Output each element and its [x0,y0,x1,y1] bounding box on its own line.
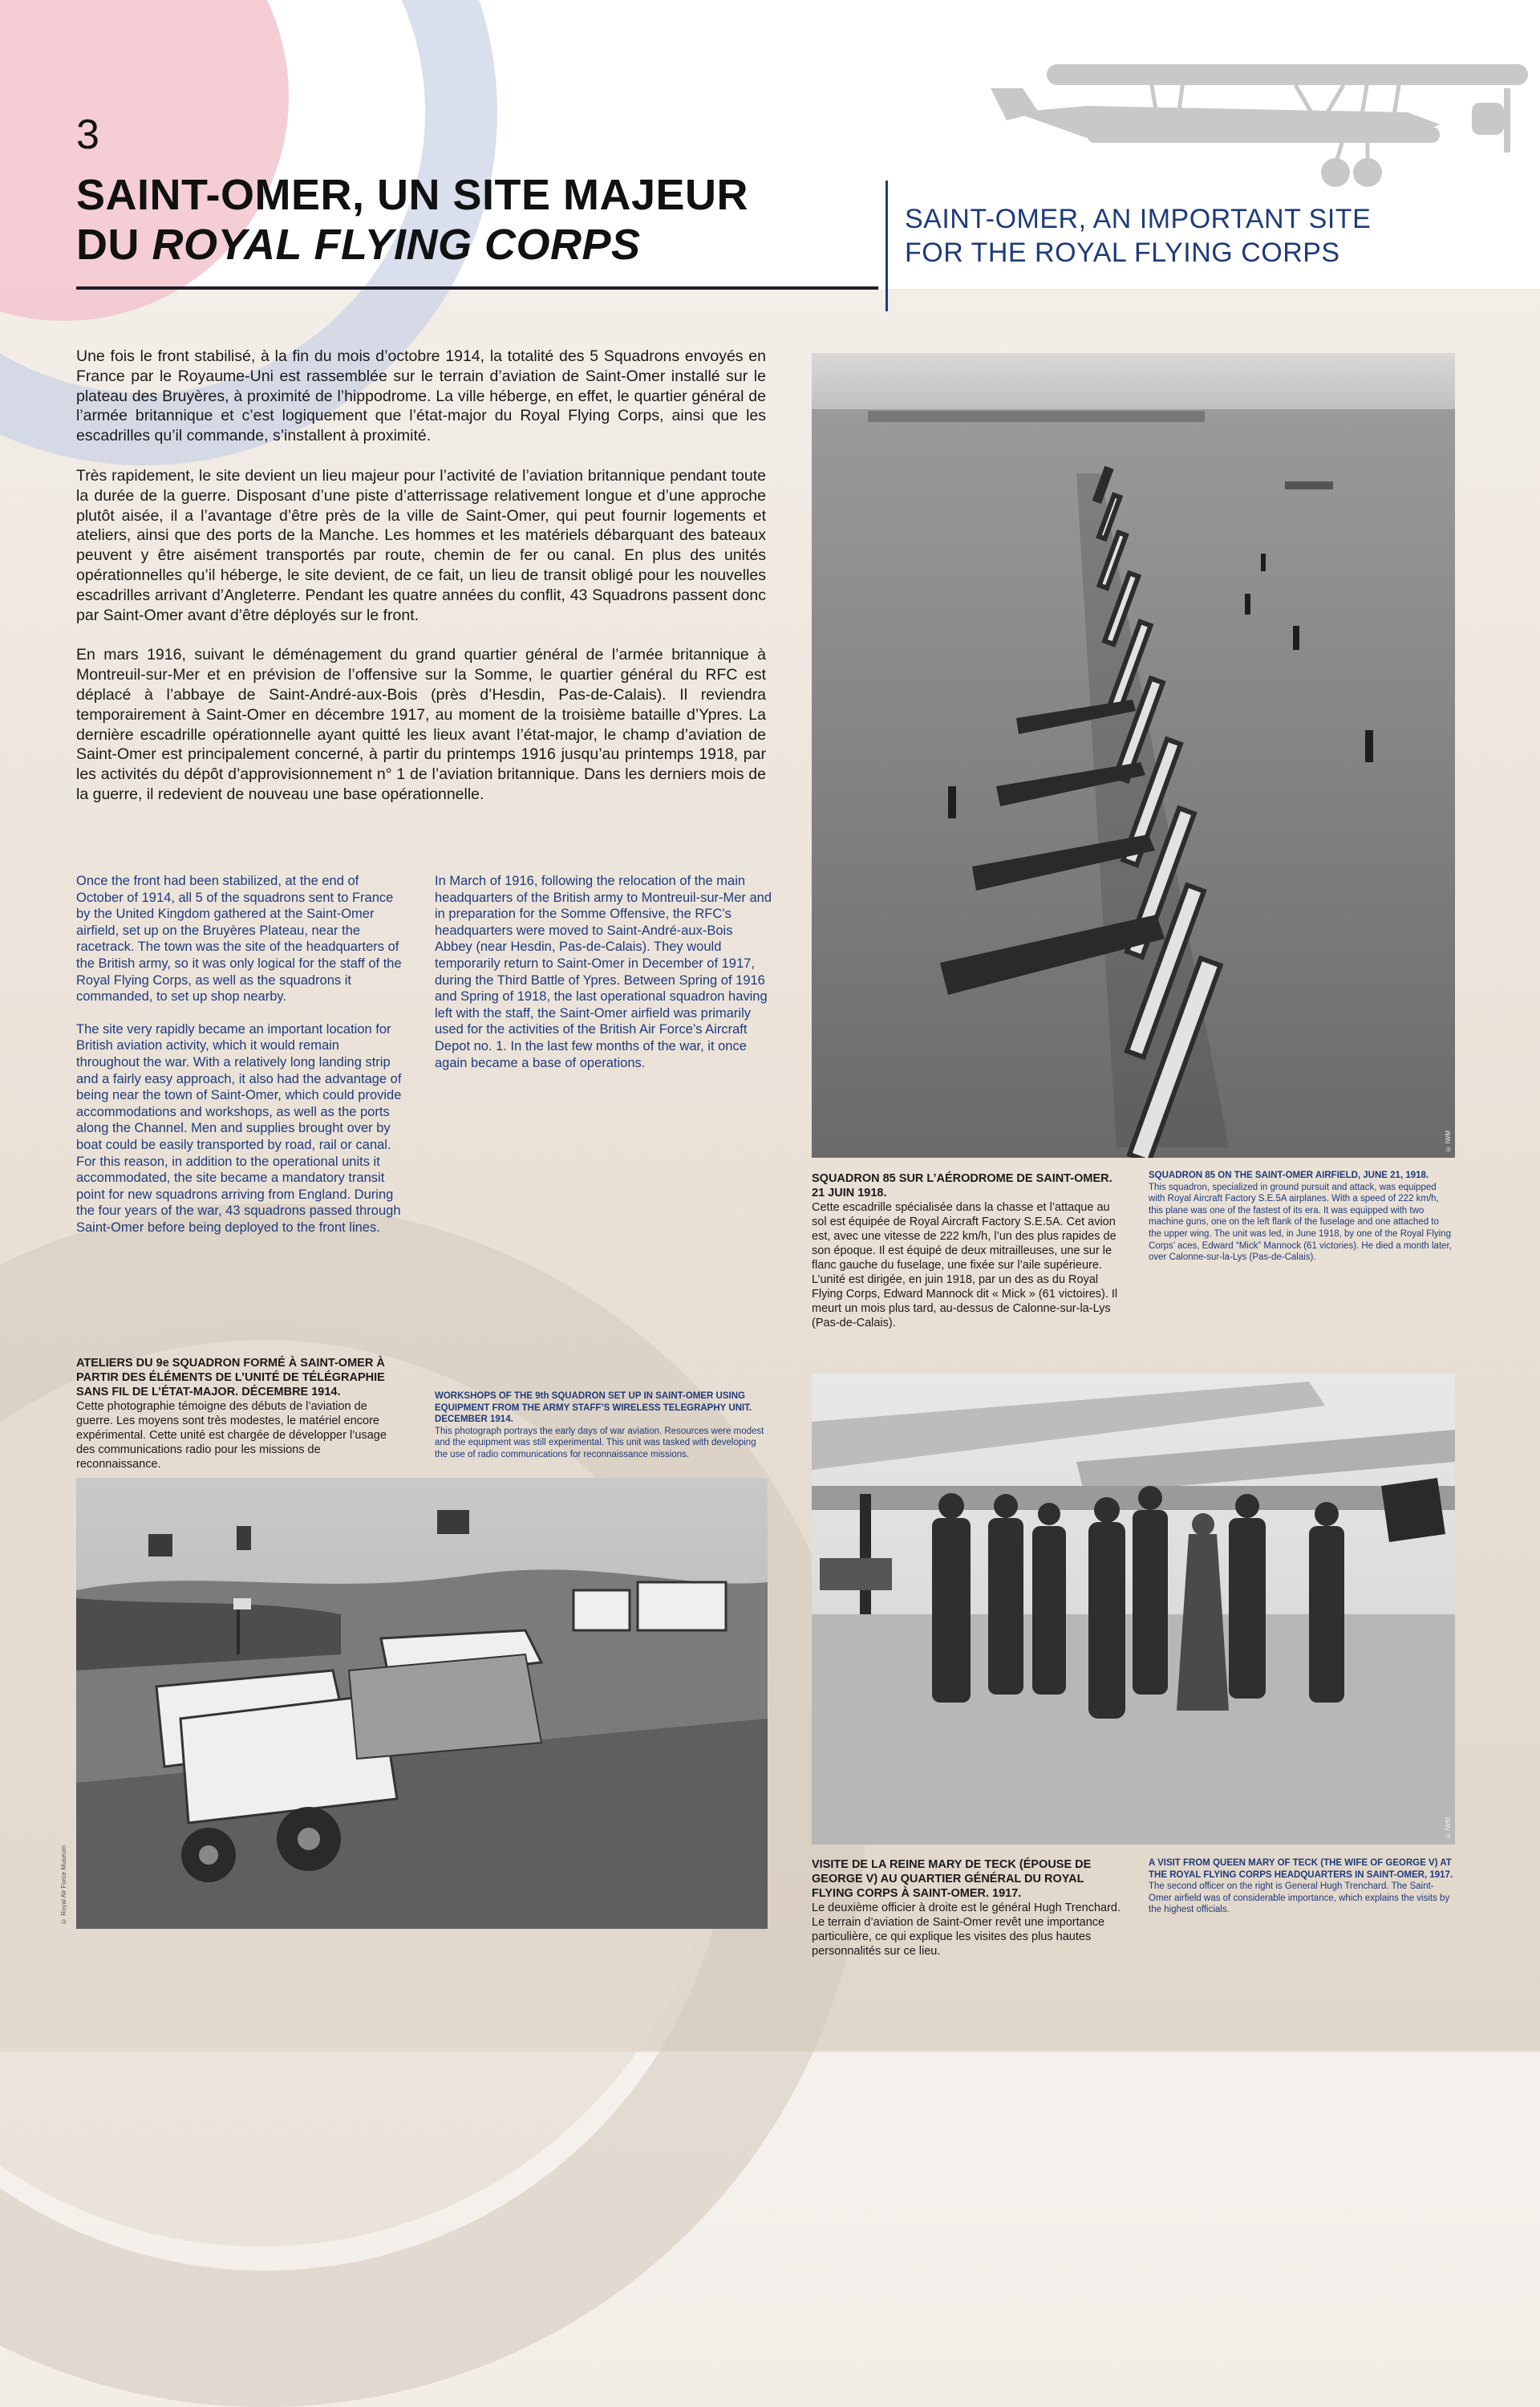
caption-photo2-fr-body: Cette photographie témoigne des débuts de l’aviation de guerre. Les moyens sont très modestes, le matériel encore expérimental. Cette unité est chargée de développer l’usage des communications radio pour les missions de reconnaissance. [76,1400,387,1471]
paragraph-fr-1: Une fois le front stabilisé, à la fin du mois d’octobre 1914, la totalité des 5 Squadrons envoyés en France par le Royaume-Uni est rassemblée sur le terrain d’aviation de Saint-Omer installé sur le plateau des Bruyères, à proximité de l’hippodrome. La ville héberge, en effet, le quartier général de l’armée britannique et c’est logiquement que l’état-major du Royal Flying Corps, ainsi que les escadrilles qu’il commande, s’installent à proximité. [76,347,766,445]
body-text-en-column1 [76,873,405,1252]
body-text-en-column2 [435,873,772,1087]
title-en-line2: FOR THE ROYAL FLYING CORPS [905,237,1340,268]
title-fr-line1: SAINT-OMER, UN SITE MAJEUR [76,171,749,219]
paragraph-fr-2: Très rapidement, le site devient un lieu majeur pour l’activité de l’aviation britannique pendant toute la durée de la guerre. Disposant d’une piste d’atterrissage relativement longue et d’une approche plutôt aisée, il a l’avantage d’être près de la ville de Saint-Omer, qui peut fournir logements et ateliers, ainsi que des ports de la Manche. Les hommes et les matériels débarquant des bateaux peuvent y être aisément transportés par route, chemin de fer ou canal. En plus des unités opérationnelles qu’il héberge, le site devient, de ce fait, un lieu de transit obligé pour les nouvelles escadrilles arrivant d’Angleterre. Pendant les quatre années du conflit, 43 Squadrons passent donc par Saint-Omer avant d’être déployés sur le front. [76,466,766,624]
caption-photo3-en [1149,1857,1453,1916]
caption-photo1-fr-body: Cette escadrille spécialisée dans la chasse et l’attaque au sol est équipée de Royal Aircraft Factory S.E.5A. Cet avion est, avec une vitesse de 222 km/h, l’un des plus rapides de son époque. Il est équipé de deux mitrailleuses, une sur le flanc gauche du fuselage, une fixée sur l’aile supérieure. L’unité est dirigée, en juin 1918, par un des as du Royal Flying Corps, Edward Mannock dit « Mick » (61 victoires). Il meurt un mois plus tard, au-dessus de Calonne-sur-la-Lys (Pas-de-Calais). [812,1201,1118,1329]
caption-photo2-en [435,1390,768,1461]
caption-photo3-fr-title: VISITE DE LA REINE MARY DE TECK (ÉPOUSE DE GEORGE V) AU QUARTIER GÉNÉRAL DU ROYAL FLYING CORPS À SAINT-OMER. 1917. [812,1858,1092,1900]
photo-squadron-85-airfield [812,353,1455,1158]
panel-number: 3 [76,112,99,158]
title-fr-line2 [76,220,878,270]
paragraph-en-2: The site very rapidly became an important location for British aviation activity, which it would remain throughout the war. With a relatively long landing strip and a fairly easy approach, it also had the advantage of being near the town of Saint-Omer, which could provide accommodations and workshops, as well as the ports along the Channel. Men and supplies brought over by boat could be easily transported by road, rail or canal. For this reason, in addition to the operational units it accommodated, the site became a mandatory transit point for new squadrons arriving from England. During the four years of the war, 43 squadrons passed through Saint-Omer before being deployed to the front lines. [76,1021,402,1235]
title-separator [886,181,888,311]
caption-photo3-en-title: A VISIT FROM QUEEN MARY OF TECK (THE WIFE OF GEORGE V) AT THE ROYAL FLYING CORPS HEADQUARTERS IN SAINT-OMER, 1917. [1149,1858,1453,1880]
paragraph-fr-3: En mars 1916, suivant le déménagement du grand quartier général de l’armée britannique à Montreuil-sur-Mer et en prévision de l’offensive sur la Somme, le quartier général du RFC est déplacé à l’abbaye de Saint-André-aux-Bois (près d’Hesdin, Pas-de-Calais). Il reviendra temporairement à Saint-Omer en décembre 1917, au moment de la troisième bataille d’Ypres. La dernière escadrille opérationnelle ayant quitté les lieux avant l’état-major, le champ d’aviation de Saint-Omer est principalement concerné, à partir du printemps 1916 jusqu’au printemps 1918, par les activités du dépôt d’approvisionnement n° 1 de l’aviation britannique. Dans les derniers mois de la guerre, il redevient de nouveau une base opérationnelle. [76,646,766,803]
photo3-credit: © IWM [1445,1817,1452,1840]
title-fr-line2-plain: DU [76,221,152,269]
biplane-silhouette-icon [991,32,1540,193]
caption-photo1-en [1149,1170,1453,1264]
body-text-fr [76,347,766,825]
caption-photo2-fr-title: ATELIERS DU 9e SQUADRON FORMÉ À SAINT-OMER À PARTIR DES ÉLÉMENTS DE L’UNITÉ DE TÉLÉGRAPHIE SANS FIL DE L’ÉTAT-MAJOR. DÉCEMBRE 1914. [76,1357,385,1398]
photo-9th-squadron-workshops [76,1478,768,1929]
caption-photo3-fr-body: Le deuxième officier à droite est le général Hugh Trenchard. Le terrain d’aviation de Saint-Omer revêt une importance particulière, ce qui explique les visites des plus hautes personnalités sur ce lieu. [812,1902,1121,1958]
caption-photo3-en-body: The second officer on the right is General Hugh Trenchard. The Saint-Omer airfield was of considerable importance, which explains the visits by the highest officials. [1149,1881,1450,1915]
caption-photo2-en-title: WORKSHOPS OF THE 9th SQUADRON SET UP IN SAINT-OMER USING EQUIPMENT FROM THE ARMY STAFF’S WIRELESS TELEGRAPHY UNIT. DECEMBER 1914. [435,1391,752,1425]
photo2-credit: © Royal Air Force Museum [60,1845,67,1925]
paragraph-en-3: In March of 1916, following the relocation of the main headquarters of the British army to Montreuil-sur-Mer and in preparation for the Somme Offensive, the RFC’s headquarters were moved to Saint-André-aux-Bois Abbey (near Hesdin, Pas-de-Calais). They would temporarily return to Saint-Omer in December of 1917, during the Third Battle of Ypres. Between Spring of 1916 and Spring of 1918, the last operational squadron having left with the staff, the Saint-Omer airfield was primarily used for the activities of the British Air Force’s Aircraft Depot no. 1. In the last few months of the war, it once again became a base of operations. [435,874,772,1070]
title-fr-line2-italic: ROYAL FLYING CORPS [152,221,641,269]
caption-photo1-en-body: This squadron, specialized in ground pursuit and attack, was equipped with Royal Aircraft Factory S.E.5A airplanes. With a speed of 222 km/h, this plane was one of the fastest of its era. It was equipped with two machine guns, one on the left flank of the fuselage and one attached to the upper wing. The unit was led, in June 1918, by one of the Royal Flying Corps’ aces, Edward “Mick” Mannock (61 victories). He died a month later, over Calonne-sur-la-Lys (Pas-de-Calais). [1149,1182,1452,1263]
title-divider [76,286,878,290]
caption-photo1-fr [812,1171,1121,1330]
caption-photo1-fr-title: SQUADRON 85 SUR L’AÉRODROME DE SAINT-OMER. 21 JUIN 1918. [812,1172,1112,1199]
title-en-line1: SAINT-OMER, AN IMPORTANT SITE [905,204,1372,234]
photo1-credit: © IWM [1445,1130,1452,1153]
page-title-en [905,202,1482,270]
page-title-fr [76,170,878,270]
caption-photo2-fr [76,1356,389,1471]
paragraph-en-1: Once the front had been stabilized, at the end of October of 1914, all 5 of the squadrons sent to France by the United Kingdom gathered at the Saint-Omer airfield, set up on the Bruyères Plateau, near the racetrack. The town was the site of the headquarters of the British army, so it was only logical for the staff of the Royal Flying Corps, as well as the squadrons it commanded, to set up shop nearby. [76,874,402,1005]
caption-photo1-en-title: SQUADRON 85 ON THE SAINT-OMER AIRFIELD, JUNE 21, 1918. [1149,1171,1429,1180]
photo-queen-mary-visit [812,1374,1455,1845]
caption-photo3-fr [812,1857,1121,1958]
caption-photo2-en-body: This photograph portrays the early days of war aviation. Resources were modest and the equipment was still experimental. This unit was tasked with developing the use of radio communications for reconnaissance missions. [435,1426,764,1459]
